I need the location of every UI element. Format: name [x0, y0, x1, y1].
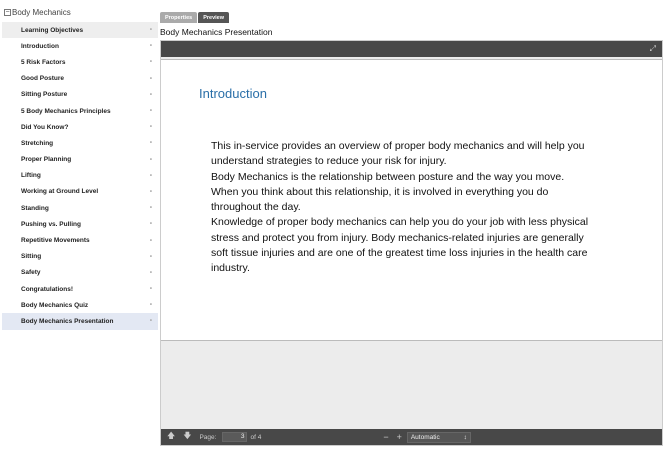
zoom-value: Automatic — [410, 433, 440, 441]
zoom-select[interactable] — [407, 432, 471, 443]
sidebar — [2, 22, 158, 330]
bullet-icon: • — [149, 302, 152, 309]
bullet-icon: • — [149, 237, 152, 244]
sidebar-item-label: Pushing vs. Pulling — [21, 220, 81, 228]
page-label: Page: — [199, 433, 217, 441]
sidebar-item-label: Sitting Posture — [21, 91, 68, 99]
sidebar-item-label: 5 Body Mechanics Principles — [21, 107, 111, 115]
collapse-icon[interactable]: − — [5, 9, 10, 16]
next-page-icon[interactable]: 🡇 — [183, 431, 192, 440]
tree-root[interactable] — [4, 8, 71, 17]
sidebar-item[interactable] — [2, 232, 158, 248]
bullet-icon: • — [149, 172, 152, 179]
sidebar-item-label: Did You Know? — [21, 123, 69, 131]
sidebar-item[interactable] — [2, 216, 158, 232]
sidebar-item[interactable] — [2, 184, 158, 200]
sidebar-item[interactable] — [2, 119, 158, 135]
sidebar-item-label: Congratulations! — [21, 285, 73, 293]
sidebar-item[interactable] — [2, 103, 158, 119]
viewer-top-toolbar — [161, 41, 662, 57]
sidebar-item[interactable] — [2, 71, 158, 87]
slide-paragraph: This in-service provides an overview of proper body mechanics and will help you understand strategies to reduce your risk for injury. — [211, 140, 585, 168]
bullet-icon: • — [149, 59, 152, 66]
pdf-viewer — [160, 40, 663, 446]
bullet-icon: • — [149, 75, 152, 82]
sidebar-item[interactable] — [2, 265, 158, 281]
sidebar-item[interactable] — [2, 200, 158, 216]
select-arrows-icon: ↕ — [463, 433, 467, 441]
tab-properties[interactable]: Properties — [160, 12, 197, 23]
slide-body — [211, 139, 591, 277]
bullet-icon: • — [149, 156, 152, 163]
bullet-icon: • — [149, 91, 152, 98]
slide-paragraph: Knowledge of proper body mechanics can help you do your job with less physical stress and protect you from injury. Body mechanics-related injuries are generally soft tissue injuries and are one of the greatest time loss injuries in the health care industry. — [211, 216, 589, 275]
previous-page-icon[interactable]: 🡅 — [167, 431, 176, 440]
tab-preview[interactable]: Preview — [198, 12, 229, 23]
sidebar-item[interactable] — [2, 297, 158, 313]
bullet-icon: • — [149, 27, 152, 34]
sidebar-item-label: Introduction — [21, 42, 59, 50]
slide-page — [161, 59, 662, 341]
sidebar-item-label: Stretching — [21, 139, 54, 147]
sidebar-item[interactable] — [2, 249, 158, 265]
bullet-icon: • — [149, 253, 152, 260]
bullet-icon: • — [149, 269, 152, 276]
sidebar-item[interactable] — [2, 135, 158, 151]
document-title: Body Mechanics Presentation — [160, 27, 273, 37]
sidebar-item-label: Body Mechanics Presentation — [21, 317, 114, 325]
zoom-in-button[interactable]: + — [396, 432, 402, 442]
bullet-icon: • — [149, 205, 152, 212]
slide-title: Introduction — [199, 86, 267, 101]
bullet-icon: • — [149, 124, 152, 131]
sidebar-item-label: Working at Ground Level — [21, 188, 99, 196]
sidebar-item[interactable] — [2, 54, 158, 70]
sidebar-item[interactable] — [2, 168, 158, 184]
sidebar-item-label: Standing — [21, 204, 49, 212]
sidebar-item[interactable] — [2, 22, 158, 38]
tree-root-label: Body Mechanics — [12, 8, 71, 17]
bullet-icon: • — [149, 43, 152, 50]
zoom-out-button[interactable]: − — [383, 432, 389, 442]
sidebar-item[interactable] — [2, 313, 158, 329]
bullet-icon: • — [149, 221, 152, 228]
sidebar-item-label: Body Mechanics Quiz — [21, 301, 89, 309]
sidebar-item-label: 5 Risk Factors — [21, 58, 66, 66]
bullet-icon: • — [149, 108, 152, 115]
sidebar-item-label: Repetitive Movements — [21, 237, 90, 245]
sidebar-item[interactable] — [2, 152, 158, 168]
page-number-input[interactable]: 3 — [222, 432, 247, 442]
tabs — [160, 12, 229, 23]
sidebar-item-label: Good Posture — [21, 75, 64, 83]
sidebar-item-label: Sitting — [21, 253, 42, 261]
sidebar-item[interactable] — [2, 38, 158, 54]
sidebar-item-label: Lifting — [21, 172, 41, 180]
fullscreen-icon[interactable]: ⤢ — [649, 44, 656, 53]
bullet-icon: • — [149, 140, 152, 147]
sidebar-item-label: Proper Planning — [21, 156, 72, 164]
sidebar-item[interactable] — [2, 87, 158, 103]
bullet-icon: • — [149, 318, 152, 325]
sidebar-item-label: Learning Objectives — [21, 26, 84, 34]
sidebar-item[interactable] — [2, 281, 158, 297]
slide-paragraph: Body Mechanics is the relationship between posture and the way you move. When you think about this relationship, it is involved in everything you do throughout the day. — [211, 170, 565, 214]
bullet-icon: • — [149, 188, 152, 195]
viewer-bottom-toolbar — [161, 429, 662, 445]
page-count: of 4 — [250, 433, 262, 441]
sidebar-item-label: Safety — [21, 269, 41, 277]
bullet-icon: • — [149, 286, 152, 293]
